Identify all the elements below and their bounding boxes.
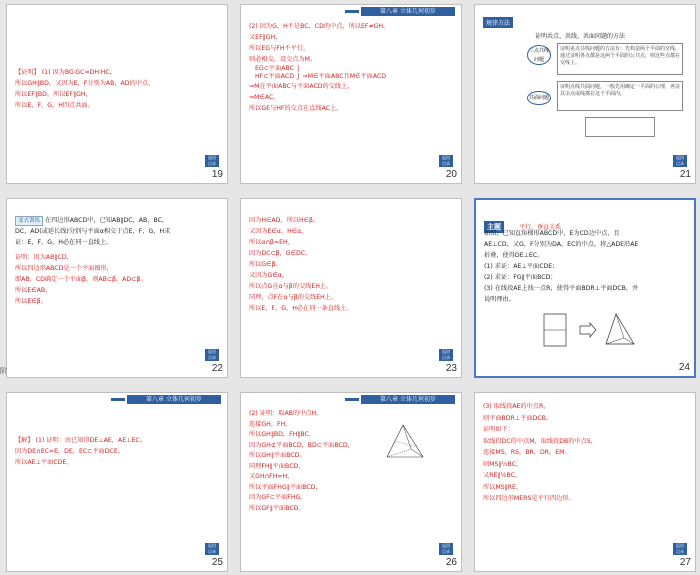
topic-name: 平行、垂直关系 (519, 224, 562, 231)
text-line: 说明理由。 (484, 296, 515, 303)
slide-22[interactable] (6, 198, 228, 378)
text-line: 又GH∩FH=H， (249, 473, 294, 480)
text-line: 所以E∈β。 (15, 298, 47, 305)
text-line: ⇒M在平面ABC与平面ACD的交线上， (249, 83, 354, 90)
slide-22-body (15, 215, 217, 307)
text-line: (2) 证明：取AB的中点H， (249, 410, 323, 417)
text-line: 因为GH⊄平面BCD，BD⊂平面BCD， (249, 441, 354, 449)
text-line: 在四边形ABCD中，已知AB∥DC，AB，BC， (45, 217, 169, 224)
text-line: 则平面BDR⊥平面DCB。 (483, 414, 553, 422)
slide-number: 25 (211, 557, 223, 568)
text-line: 证明如下： (483, 426, 514, 433)
text-line: 所以AE⊥平面CDE。 (15, 459, 73, 466)
slide-23-body (249, 215, 451, 314)
chapter-header: 第八章 立体几何初步 (361, 395, 455, 404)
slide-20-body (249, 21, 451, 114)
text-line: 又RE∥½BC， (483, 472, 522, 479)
back-button[interactable]: 返回 目录 (439, 155, 453, 167)
text-line: 【解】 (1) 证明：由已知得DE⊥AE，AE⊥EC。 (15, 437, 146, 444)
text-line: 所以点G在α与β的交线EH上。 (249, 283, 333, 290)
text-line: 所以GH∥平面BCD。 (249, 452, 306, 459)
text-line: (3) 取线段AE的中点R， (483, 403, 550, 410)
exercise-tag: 变式训练 (15, 216, 43, 226)
text-line: 因为GF⊂平面FHG， (249, 494, 307, 501)
chapter-header: 第八章 立体几何初步 (361, 7, 455, 16)
slide-number: 20 (445, 169, 457, 180)
text-line: 所以四边形MERS是平行四边形。 (483, 495, 575, 502)
slide-23[interactable] (240, 198, 462, 378)
text-line: 又因为G∈α， (249, 272, 289, 279)
topic-label: 主题 (484, 221, 504, 233)
text-line: 所以GH∥BD，FH∥BC， (249, 431, 316, 438)
pyramid-figure (381, 421, 431, 465)
text-line: 所以GE与HF的交点在直线AC上。 (249, 105, 343, 112)
text-line: 所以α∩β=EH。 (249, 239, 294, 246)
small-note-box (585, 117, 655, 137)
chapter-header: 第八章 立体几何初步 (127, 395, 221, 404)
slide-25-body (15, 435, 217, 468)
slide-number: 22 (211, 363, 223, 374)
slide-19-body (15, 67, 217, 111)
back-button[interactable]: 返回 目录 (673, 155, 687, 167)
text-line: 连接GH，FH， (249, 420, 292, 428)
slide-number: 26 (445, 557, 457, 568)
text-line: 证明：因为AB∥CD， (15, 254, 73, 261)
slide-24-body (484, 228, 684, 305)
text-line: (1) 求证：AE⊥平面CDE； (484, 263, 559, 270)
text-line: 所以平面FHG∥平面BCD， (249, 483, 322, 491)
text-line: (2) 求证：FG∥平面BCD； (484, 274, 557, 281)
text-line: 因为DE∩EC=E，DE，EC⊂平面DCE。 (15, 448, 124, 455)
slide-19[interactable] (6, 4, 228, 184)
slide-21[interactable] (474, 4, 696, 184)
slide-24[interactable] (474, 198, 696, 378)
trapezoid-figure (536, 310, 646, 350)
method-box: 证明多点共线问题的方法有：先构造两个平面的交线，通过证明各点都是这两个平面的公共点，则这些点都在交线上。 (557, 43, 683, 75)
back-button[interactable]: 返回 目录 (205, 349, 219, 361)
text-line: (2) 因为G，H不是BC，CD的中点，所以EF≠GH。 (249, 23, 390, 30)
side-stub: 阶 (0, 367, 7, 375)
section-subtitle: 证明共点、共线、共面问题的方法 (535, 33, 626, 40)
text-line: (3) 在线段AE上找一点R，使得平面BDR⊥平面DCB，并 (484, 285, 639, 292)
slide-grid (6, 4, 696, 572)
text-line: 同理，点F在α与β的交线EH上。 (249, 294, 338, 301)
text-line: AE⊥CD，又G，F分别为DA，EC的中点，将△ADE沿AE (484, 241, 639, 248)
slide-25[interactable] (6, 392, 228, 572)
text-line: DC，AD(或延长线)分别与平面α相交于点E，F，G，H求 (15, 228, 171, 235)
slide-number: 24 (678, 362, 690, 373)
text-line: 取线段DC的中点M，取线段DB的中点S， (483, 437, 597, 445)
back-button[interactable]: 返回 目录 (673, 543, 687, 555)
text-line: 所以GH∥BD。又因为E，F分别为AB，AD的中点， (15, 80, 155, 87)
section-title: 规律方法 (483, 17, 513, 28)
slide-26[interactable] (240, 392, 462, 572)
text-line: 又因为E∈α，H∈α， (249, 228, 308, 235)
back-button[interactable]: 返回 目录 (439, 349, 453, 361)
text-line: 折叠，使得DE⊥EC。 (484, 252, 544, 259)
text-line: 同理FH∥平面BCD， (249, 462, 305, 470)
text-line: 如图，已知直角梯形ABCD中，E为CD边中点，且 (484, 230, 620, 237)
text-line: 所以四边形ABCD是一个平面图形， (15, 265, 113, 272)
method-label: 共面问题 (527, 91, 551, 105)
text-line: 即AB，CD确定一个平面β，则AB⊂β，AD⊂β。 (15, 276, 147, 283)
text-line: HF⊂平面ACD ⎭ ⇒M∈平面ABC且M∈平面ACD (255, 73, 387, 80)
slide-number: 19 (211, 169, 223, 180)
text-line: 又EF∥GH， (249, 34, 282, 41)
text-line: 因为H∈AD，所以H∈β。 (249, 217, 320, 224)
slide-27-body (483, 401, 685, 505)
text-line: 所以E∈AB， (15, 287, 52, 294)
back-button[interactable]: 返回 目录 (439, 543, 453, 555)
slide-27[interactable] (474, 392, 696, 572)
text-line: 【证明】 (1) 因为BG∶GC=DH∶HC， (15, 69, 116, 76)
slide-number: 21 (679, 169, 691, 180)
method-label: 三点共线问题 (527, 45, 551, 65)
text-line: 因为DC⊂β，G∈DC， (249, 250, 312, 257)
slide-20[interactable] (240, 4, 462, 184)
method-box: 证明点线共面问题，一般先用确定一平面的公理，再证其余点或线都在这个平面内。 (557, 81, 683, 111)
text-line: 则必相交，设交点为M。 (249, 56, 317, 63)
text-line: 所以EG与FH不平行， (249, 45, 310, 52)
text-line: 证：E，F，G，H必在同一直线上。 (15, 239, 113, 246)
text-line: 所以GF∥平面BCD。 (249, 504, 305, 512)
slide-number: 27 (679, 557, 691, 568)
text-line: 所以G∈β。 (249, 261, 282, 268)
text-line: 所以E，F，G，H必在同一条直线上。 (249, 305, 353, 312)
text-line: 连接MS，RS，BR，DR，EM。 (483, 449, 571, 456)
text-line: 则MS∥½BC， (483, 460, 523, 468)
text-line: ⇒M∈AC。 (249, 94, 280, 101)
back-button[interactable]: 返回 目录 (205, 155, 219, 167)
text-line: 所以MS∥RE， (483, 483, 523, 491)
slide-number: 23 (445, 363, 457, 374)
text-line: 所以EF∥BD，所以EF∥GH， (15, 91, 92, 98)
text-line: EG⊂平面ABC ⎫ (255, 65, 301, 72)
text-line: 所以E，F，G，H四点共面。 (15, 102, 94, 109)
back-button[interactable]: 返回 目录 (205, 543, 219, 555)
